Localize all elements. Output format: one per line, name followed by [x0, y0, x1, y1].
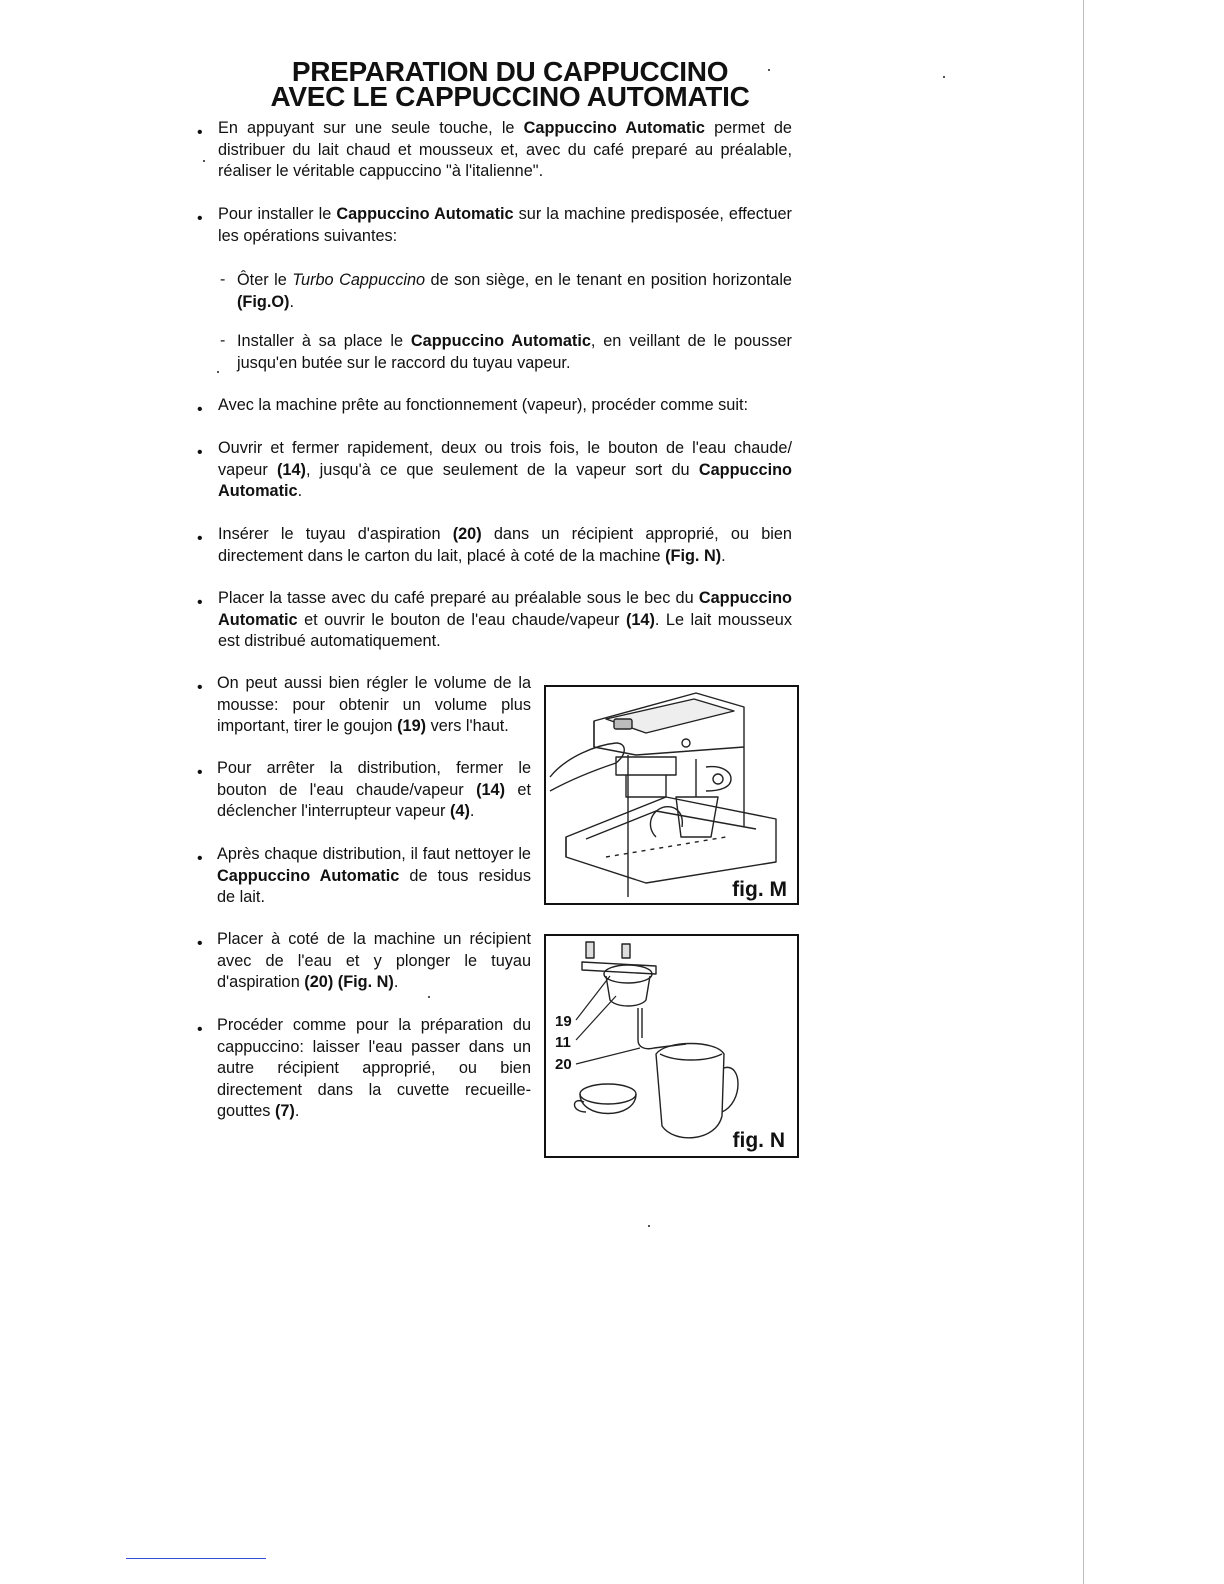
figure-reference: (Fig.O): [237, 292, 290, 311]
paragraph-stop: [217, 758, 531, 823]
text: .: [289, 292, 294, 311]
product-name: Cappuccino Automatic: [523, 119, 705, 137]
dash-icon: -: [220, 271, 226, 288]
part-number: (20): [452, 525, 482, 543]
text: Placer la tasse avec du café preparé au préalable sous le bec du: [218, 589, 699, 607]
paragraph-clean: [217, 844, 531, 909]
part-number: (14): [476, 780, 506, 799]
page-edge-line: [1083, 0, 1084, 1584]
text: Pour installer le: [218, 205, 337, 223]
text: Insérer le tuyau d'aspiration: [218, 525, 453, 543]
text: , en veillant de le pousser jusqu'en butée sur le raccord du tuyau vapeur.: [237, 332, 792, 372]
scan-speck: [428, 996, 430, 998]
scan-speck: [943, 76, 945, 78]
text: vers l'haut.: [426, 717, 509, 735]
paragraph-place-cup: [218, 588, 792, 653]
text: Procéder comme pour la préparation du cappuccino: laisser l'eau passer dans un autre récipient approprié, ou bien directement dans la cuvette recueille-gouttes: [217, 1016, 531, 1120]
text: et déclencher l'interrupteur vapeur: [217, 780, 531, 820]
bullet-icon: •: [197, 764, 203, 781]
page-title-line1: PREPARATION DU CAPPUCCINO: [291, 56, 729, 87]
footer-rule: [126, 1558, 266, 1559]
text: Avec la machine prête au fonctionnement (vapeur), procéder comme suit:: [218, 396, 749, 414]
text: Après chaque distribution, il faut nettoyer le: [217, 845, 531, 863]
text: .: [294, 1102, 300, 1120]
text: .: [297, 482, 303, 500]
text: et ouvrir le bouton de l'eau chaude/vapeur: [297, 610, 626, 629]
figure-reference: (Fig. N): [665, 546, 722, 565]
text: permet de distribuer du lait chaud et mousseux et, avec du café preparé au préalable, réaliser le véritable cappuccino "à l'italienne".: [218, 119, 792, 180]
text: . Le lait mousseux est distribué automatiquement.: [218, 610, 792, 650]
bullet-icon: •: [197, 1021, 203, 1038]
text: de son siège, en le tenant en position horizontale: [425, 271, 792, 289]
scan-speck: [768, 69, 770, 71]
bullet-icon: •: [197, 530, 203, 547]
paragraph-ready: [218, 395, 792, 417]
paragraph-insert-tube: [218, 524, 792, 567]
text: Ouvrir et fermer rapidement, deux ou trois fois, le bouton de l'eau chaude/ vapeur: [218, 439, 792, 479]
paragraph-intro: [218, 118, 792, 183]
dash-icon: -: [220, 332, 226, 349]
bullet-icon: •: [197, 850, 203, 867]
scan-speck: [203, 160, 205, 162]
bullet-icon: •: [197, 594, 203, 611]
bullet-icon: •: [197, 124, 203, 141]
figure-n-label: fig. N: [732, 1129, 785, 1152]
paragraph-rinse: [217, 1015, 531, 1123]
part-number: (20): [304, 973, 334, 991]
product-name: Cappuccino Automatic: [218, 460, 792, 500]
bullet-icon: •: [197, 210, 203, 227]
figure-m: [544, 685, 799, 905]
figure-n: [544, 934, 799, 1158]
text: .: [393, 973, 399, 991]
product-name: Turbo Cappuccino: [292, 271, 426, 289]
bullet-icon: •: [197, 401, 203, 418]
text: Ôter le: [237, 271, 293, 289]
milk-jug-illustration: [546, 936, 797, 1156]
paragraph-install: [218, 204, 792, 247]
text: Placer à coté de la machine un récipient avec de l'eau et y plonger le tuyau d'aspiration: [217, 930, 531, 991]
paragraph-purge: [218, 438, 792, 503]
figure-reference: (Fig. N): [337, 973, 394, 991]
text: , jusqu'à ce que seulement de la vapeur sort du: [305, 460, 699, 479]
page-title-line2: AVEC LE CAPPUCCINO AUTOMATIC: [270, 81, 750, 112]
scan-speck: [648, 1225, 650, 1227]
bullet-icon: •: [197, 444, 203, 461]
step-remove-turbo: [237, 270, 792, 313]
text: En appuyant sur une seule touche, le: [218, 119, 524, 137]
scan-speck: [217, 371, 219, 373]
step-install-automatic: [237, 331, 792, 374]
callout-20: 20: [555, 1056, 572, 1073]
figure-m-label: fig. M: [732, 878, 787, 901]
product-name: Cappuccino Automatic: [410, 332, 591, 350]
paragraph-water-container: [217, 929, 531, 994]
part-number: (14): [276, 460, 306, 479]
callout-19: 19: [555, 1013, 572, 1030]
text: sur la machine predisposée, effectuer les opérations suivantes:: [218, 205, 792, 245]
part-number: (14): [625, 610, 655, 629]
espresso-machine-illustration: [546, 687, 797, 903]
text: .: [469, 802, 475, 820]
text: Pour arrêter la distribution, fermer le bouton de l'eau chaude/vapeur: [217, 759, 531, 799]
part-number: (19): [397, 717, 427, 735]
text: dans un récipient approprié, ou bien directement dans le carton du lait, placé à coté de la machine: [218, 525, 792, 565]
callout-11: 11: [555, 1034, 571, 1051]
bullet-icon: •: [197, 679, 203, 696]
bullet-icon: •: [197, 935, 203, 952]
product-name: Cappuccino Automatic: [217, 866, 400, 885]
part-number: (4): [450, 802, 470, 820]
paragraph-foam-volume: [217, 673, 531, 738]
text: On peut aussi bien régler le volume de la mousse: pour obtenir un volume plus important, tirer le goujon: [217, 674, 531, 735]
product-name: Cappuccino Automatic: [336, 205, 514, 223]
text: Installer à sa place le: [237, 332, 411, 350]
product-name: Cappuccino Automatic: [218, 589, 792, 629]
part-number: (7): [274, 1102, 295, 1120]
text: .: [721, 546, 726, 565]
text: de tous residus de lait.: [217, 866, 531, 906]
